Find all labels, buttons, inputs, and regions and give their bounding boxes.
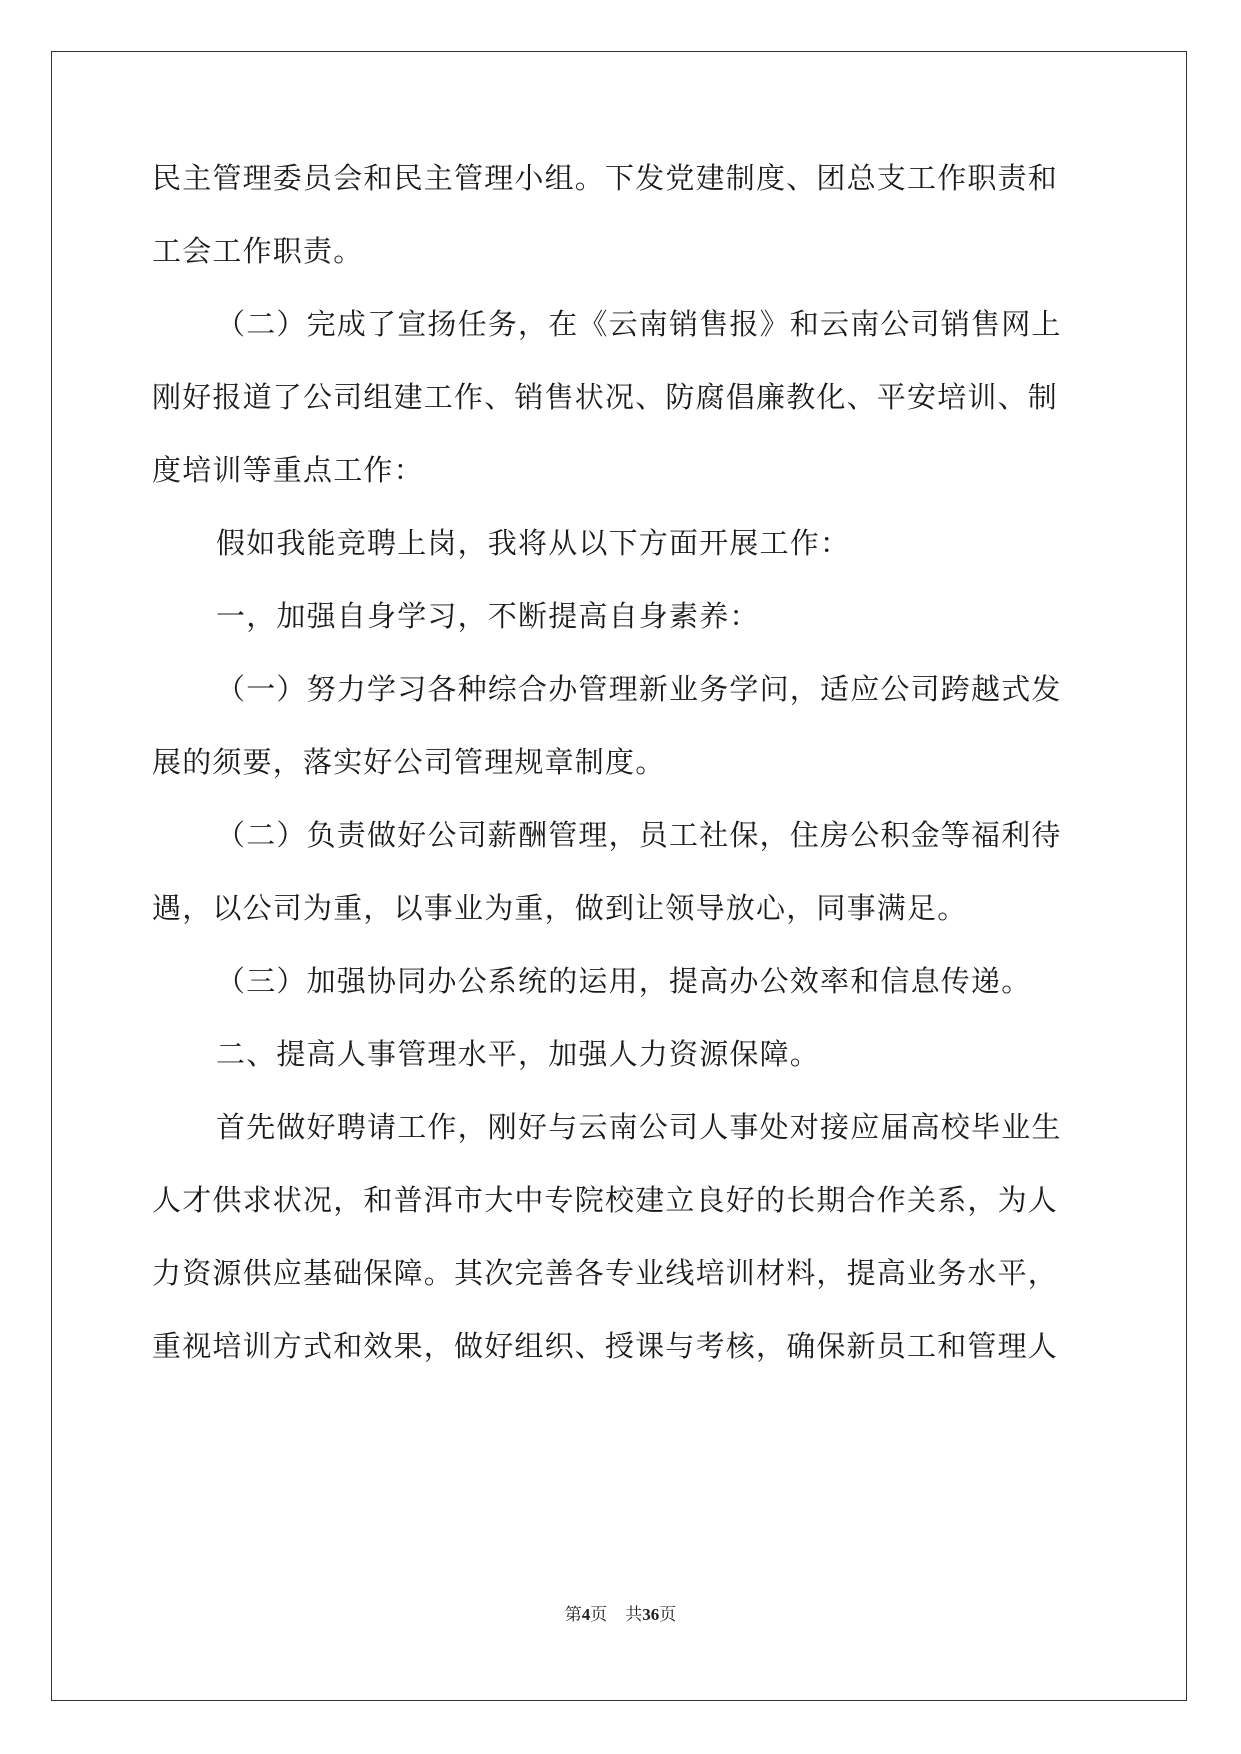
page-prefix: 第 [564, 1605, 582, 1624]
text-line: 刚好报道了公司组建工作、销售状况、防腐倡廉教化、平安培训、制 [152, 380, 1059, 414]
text-line: 人才供求状况，和普洱市大中专院校建立良好的长期合作关系，为人 [152, 1183, 1059, 1217]
page-footer [0, 1600, 1241, 1625]
text-line: 工会工作职责。 [152, 234, 364, 268]
page-border [51, 51, 1187, 1701]
text-line: （三）加强协同办公系统的运用，提高办公效率和信息传递。 [216, 964, 1032, 998]
text-line: 一，加强自身学习，不断提高自身素养： [216, 599, 760, 633]
text-line: （二）负责做好公司薪酬管理，员工社保，住房公积金等福利待 [216, 818, 1062, 852]
text-line: 力资源供应基础保障。其次完善各专业线培训材料，提高业务水平， [152, 1256, 1059, 1290]
text-line: 遇，以公司为重，以事业为重，做到让领导放心，同事满足。 [152, 891, 968, 925]
text-line: （二）完成了宣扬任务，在《云南销售报》和云南公司销售网上 [216, 307, 1062, 341]
text-line: 度培训等重点工作： [152, 453, 424, 487]
text-line: 民主管理委员会和民主管理小组。下发党建制度、团总支工作职责和 [152, 161, 1059, 195]
total-unit: 页 [659, 1605, 677, 1624]
total-prefix: 共 [625, 1605, 643, 1624]
text-line: （一）努力学习各种综合办管理新业务学问，适应公司跨越式发 [216, 672, 1062, 706]
text-line: 首先做好聘请工作，刚好与云南公司人事处对接应届高校毕业生 [216, 1110, 1062, 1144]
current-page-number: 4 [581, 1605, 591, 1624]
text-line: 展的须要，落实好公司管理规章制度。 [152, 745, 666, 779]
text-line: 二、提高人事管理水平，加强人力资源保障。 [216, 1037, 821, 1071]
text-line: 重视培训方式和效果，做好组织、授课与考核，确保新员工和管理人 [152, 1329, 1059, 1363]
total-page-number: 36 [642, 1605, 660, 1624]
page-unit: 页 [590, 1605, 608, 1624]
text-line: 假如我能竞聘上岗，我将从以下方面开展工作： [216, 526, 851, 560]
